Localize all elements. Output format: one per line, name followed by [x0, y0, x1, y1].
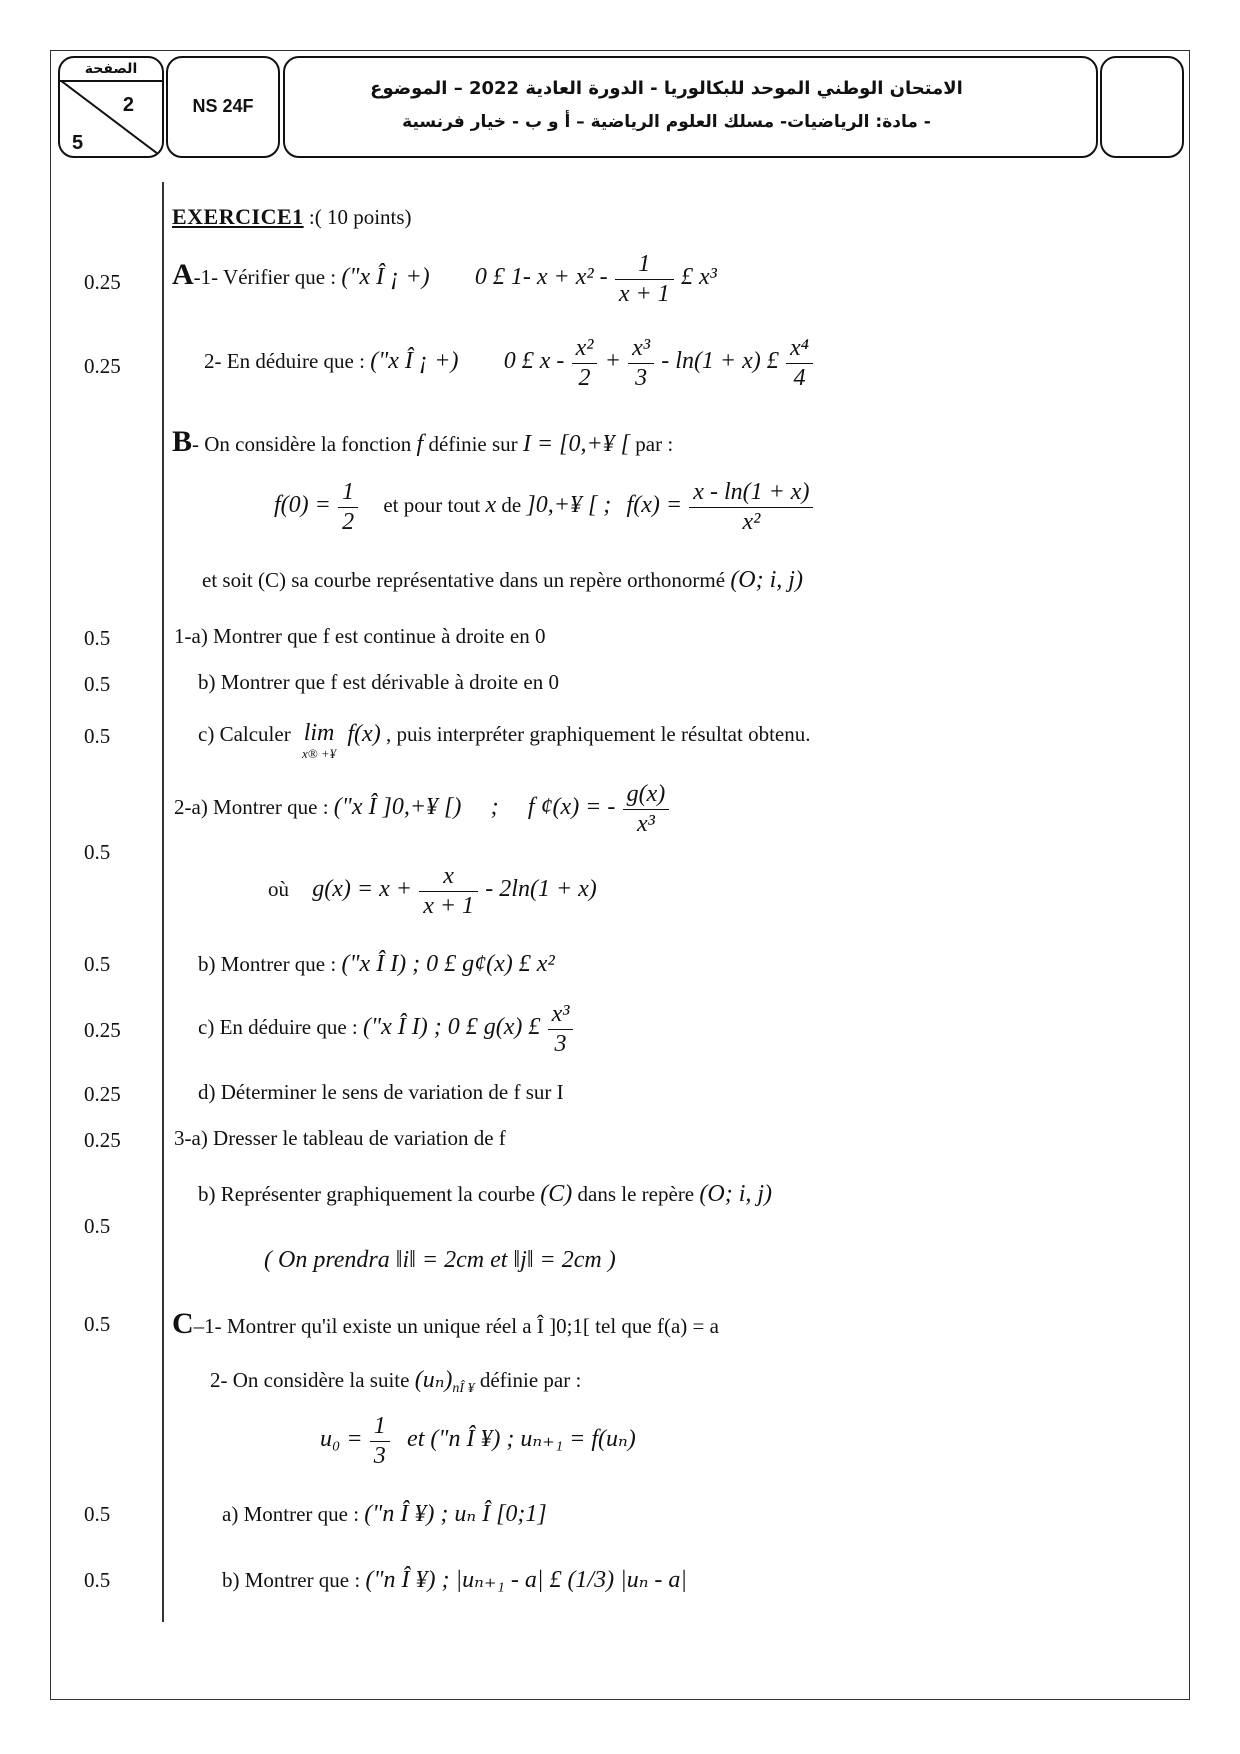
- fx-fraction: $\frac{x - \ln(1 + x)}{\text{x²}}$: [689, 478, 813, 537]
- points-3b: 0.5: [84, 1214, 111, 1238]
- question-2d: d) Déterminer le sens de variation de f sur I: [198, 1080, 564, 1104]
- blank-box: [1100, 56, 1184, 158]
- exam-title: الامتحان الوطني الموحد للبكالوريا - الدورة العادية 2022 – الموضوع: [370, 78, 963, 99]
- question-c2: 2- On considère la suite $(u_n)_{nÎ ¥}$ définie par :: [210, 1367, 582, 1397]
- domain-interval: I = [0,+¥ [: [522, 431, 630, 457]
- points-c1: 0.5: [84, 1312, 111, 1336]
- sequence-definition: u₀ = $\frac{1}{3}$ et ("n Î ¥) ; uₙ₊₁ = f(uₙ): [320, 1413, 636, 1469]
- exam-code: NS 24F: [192, 96, 254, 116]
- points-a1: 0.25: [84, 270, 121, 294]
- a2-middle: - ln(1 + x) £: [661, 348, 779, 375]
- page-total: 5: [72, 132, 84, 154]
- question-c1: C–1- Montrer qu'il existe un unique réel a Î ]0;1[ tel que f(a) = a: [172, 1307, 719, 1340]
- question-3a: 3-a) Dresser le tableau de variation de f: [174, 1126, 506, 1150]
- points-2b: 0.5: [84, 952, 111, 976]
- a2-text: 2- En déduire que :: [204, 349, 365, 374]
- title-box: [283, 56, 1098, 158]
- exam-subtitle: - مادة: الرياضيات- مسلك العلوم الرياضية – أ و ب - خيار فرنسية: [402, 112, 931, 132]
- points-3a: 0.25: [84, 1128, 121, 1152]
- page-number: 2: [122, 94, 134, 116]
- question-3b: b) Représenter graphiquement la courbe (C) dans le repère (O; i, j): [198, 1181, 773, 1207]
- a1-tail: £ x³: [680, 264, 717, 291]
- exercise-title: EXERCICE1: [172, 204, 304, 229]
- fprime-fraction: $\frac{g(x)}{\text{x³}}$: [623, 780, 670, 839]
- points-1a: 0.5: [84, 626, 111, 650]
- exercise-points: :( 10 points): [308, 205, 412, 229]
- question-2b: b) Montrer que : ("x Î I) ; 0 £ g¢(x) £ x²: [198, 951, 555, 977]
- g-definition: où g(x) = x + $\frac{x}{x + 1}$ - 2ln(1 + x): [268, 863, 597, 919]
- points-2d: 0.25: [84, 1082, 121, 1106]
- a2-quantifier: ("x Î ¡ +): [370, 348, 459, 375]
- part-a-label: A: [172, 258, 194, 292]
- repere: (O; i, j): [730, 567, 803, 593]
- exercise-heading: [172, 204, 412, 230]
- page-label: الصفحة: [60, 58, 162, 82]
- points-a2: 0.25: [84, 354, 121, 378]
- exam-code-box: [166, 56, 280, 158]
- a1-quantifier: ("x Î ¡ +): [341, 264, 430, 291]
- question-2a: 2-a) Montrer que : ("x Î ]0,+¥ [) ; f ¢(x) = - $\frac{g(x)}{\text{x³}}$: [174, 780, 671, 839]
- part-b-label: B: [172, 425, 193, 458]
- question-a2: [204, 334, 815, 393]
- curve-statement: et soit (C) sa courbe représentative dans un repère orthonormé (O; i, j): [202, 567, 803, 593]
- a1-inequality: 0 £ 1- x + x² -: [474, 264, 608, 291]
- part-b-intro: B- On considère la fonction f définie sur I = [0,+¥ [ par :: [172, 425, 674, 458]
- question-1a: 1-a) Montrer que f est continue à droite en 0: [174, 624, 546, 648]
- points-1b: 0.5: [84, 672, 111, 696]
- a1-text: -1- Vérifier que :: [193, 265, 337, 290]
- question-c2b: b) Montrer que : ("n Î ¥) ; |uₙ₊₁ - a| £ (1/3) |uₙ - a|: [222, 1567, 688, 1593]
- question-3b-note: ( On prendra ‖i‖ = 2cm et ‖j‖ = 2cm ): [264, 1247, 616, 1273]
- f0-fraction: $\frac{1}{2}$: [338, 478, 358, 537]
- a2-inequality: 0 £ x -: [503, 348, 565, 375]
- u0-fraction: $\frac{1}{3}$: [370, 1412, 390, 1471]
- a1-fraction: $\frac{1}{x + 1}$: [615, 250, 674, 309]
- points-2a: 0.5: [84, 840, 111, 864]
- a2-fraction-2: $\frac{\text{x³}}{3}$: [628, 334, 654, 393]
- question-a1: [172, 250, 717, 309]
- points-2c: 0.25: [84, 1018, 121, 1042]
- points-1c: 0.5: [84, 724, 111, 748]
- a2-fraction-3: $\frac{\text{x⁴}}{4}$: [786, 334, 813, 393]
- function-definition: f(0) = $\frac{1}{2}$ et pour tout x de ]0,+¥ [ ; f(x) = $\frac{x - \ln(1 + x)}{\text{x²}}$: [274, 478, 815, 537]
- a2-fraction-1: $\frac{\text{x²}}{2}$: [572, 334, 598, 393]
- points-c2b: 0.5: [84, 1568, 111, 1592]
- part-c-label: C: [172, 1307, 194, 1340]
- limit: lim x® +¥: [301, 720, 337, 762]
- question-1b: b) Montrer que f est dérivable à droite en 0: [198, 670, 559, 694]
- question-1c: c) Calculer lim x® +¥ f(x) , puis interpréter graphiquement le résultat obtenu.: [198, 720, 811, 762]
- g-fraction: $\frac{x}{x + 1}$: [419, 862, 478, 921]
- page-number-box: [58, 56, 164, 158]
- a2-plus: +: [604, 348, 621, 375]
- question-2c: c) En déduire que : ("x Î I) ; 0 £ g(x) £ $\frac{\text{x³}}{3}$: [198, 1000, 575, 1059]
- points-c2a: 0.5: [84, 1502, 111, 1526]
- question-c2a: a) Montrer que : ("n Î ¥) ; uₙ Î [0;1]: [222, 1501, 547, 1527]
- margin-rule: [162, 182, 164, 1622]
- g-bound-fraction: $\frac{\text{x³}}{3}$: [548, 1000, 574, 1059]
